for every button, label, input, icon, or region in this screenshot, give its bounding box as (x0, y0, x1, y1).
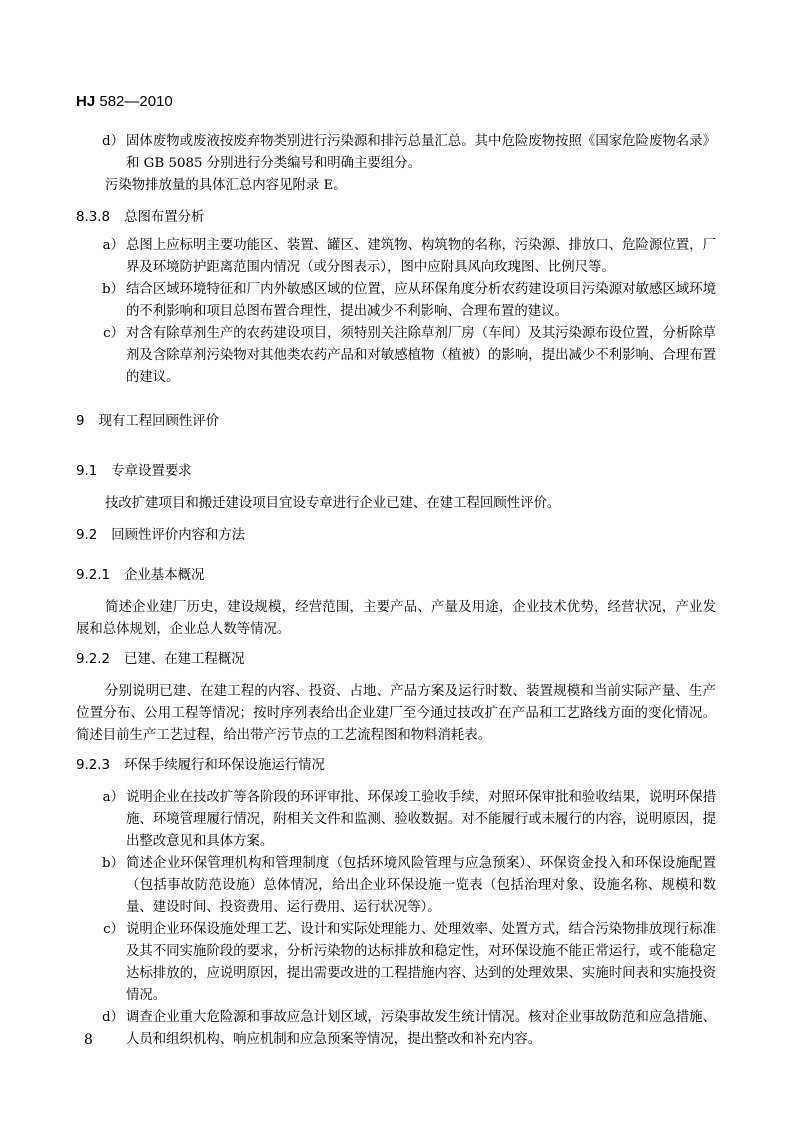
section-number: 9.2 (76, 528, 98, 543)
section-9-2-2-paragraph: 分别说明已建、在建工程的内容、投资、占地、产品方案及运行时数、装置规模和当前实际产量、生产位置分布、公用工程等情况；按时序列表给出企业建厂至今通过技改扩在产品和工艺路线方面的变化情况。简述目前生产工艺过程，给出带产污节点的工艺流程图和物料消耗表。 (76, 684, 716, 743)
list-item-text: 调查企业重大危险源和事故应急计划区域，污染事故发生统计情况。核对企业事故防范和应急措施、人员和组织机构、响应机制和应急预案等情况，提出整改和补充内容。 (126, 1010, 716, 1047)
list-item-label: a） (102, 238, 124, 253)
section-heading-8-3-8 (76, 207, 716, 229)
section-heading-9-1 (76, 461, 716, 483)
section-heading-9-2-2 (76, 649, 716, 671)
section-number: 9.2.1 (76, 568, 111, 583)
page-number: 8 (84, 1032, 93, 1048)
list-item (76, 919, 716, 1007)
section-number: 9.1 (76, 464, 98, 479)
standard-code-number: 582—2010 (99, 93, 173, 110)
section-9-1-paragraph: 技改扩建项目和搬迁建设项目宜设专章进行企业已建、在建工程回顾性评价。 (105, 496, 561, 511)
section-number: 9.2.2 (76, 652, 111, 667)
section-heading-9-2 (76, 525, 716, 547)
list-item-label: d） (102, 134, 124, 149)
list-item-label: c） (103, 326, 124, 341)
section-title: 环保手续履行和环保设施运行情况 (124, 758, 325, 773)
summary-paragraph: 污染物排放量的具体汇总内容见附录 E。 (105, 178, 347, 193)
list-item (76, 131, 716, 175)
section-9-2-3-list (76, 787, 716, 1051)
list-item-text: 总图上应标明主要功能区、装置、罐区、建筑物、构筑物的名称，污染源、排放口、危险源位置，厂界及环境防护距离范围内情况（或分图表示），图中应附具风向玫瑰图、比例尺等。 (126, 238, 716, 275)
list-item-label: b） (102, 282, 124, 297)
list-item (76, 787, 716, 853)
section-9-2-1-paragraph: 简述企业建厂历史，建设规模，经营范围，主要产品、产量及用途，企业技术优势，经营状况，产业发展和总体规划，企业总人数等情况。 (76, 600, 716, 637)
section-number: 8.3.8 (76, 210, 111, 225)
section-title: 回顾性评价内容和方法 (111, 528, 246, 543)
list-item-label: b） (102, 856, 124, 871)
standard-code-prefix: HJ (76, 93, 96, 110)
section-heading-9 (76, 411, 716, 433)
list-item (76, 279, 716, 323)
section-title: 已建、在建工程概况 (124, 652, 245, 667)
standard-code (76, 93, 173, 110)
list-item (76, 235, 716, 279)
section-title: 总图布置分析 (124, 210, 205, 225)
section-number: 9 (76, 414, 85, 429)
section-title: 专章设置要求 (111, 464, 192, 479)
list-item-text: 简述企业环保管理机构和管理制度（包括环境风险管理与应急预案）、环保资金投入和环保设施配置（包括事故防范设施）总体情况，给出企业环保设施一览表（包括治理对象、设施名称、规模和数量、建设时间、投资费用、运行费用、运行状况等）。 (126, 856, 716, 915)
list-item-text: 说明企业环保设施处理工艺、设计和实际处理能力、处理效率、处置方式，结合污染物排放现行标准及其不同实施阶段的要求，分析污染物的达标排放和稳定性，对环保设施不能正常运行，或不能稳定达标排放的，应说明原因，提出需要改进的工程措施内容、达到的处理效果、实施时间表和实施投资情况。 (126, 922, 716, 1003)
list-item (76, 853, 716, 919)
section-number: 9.2.3 (76, 758, 111, 773)
list-item-text: 说明企业在技改扩等各阶段的环评审批、环保竣工验收手续，对照环保审批和验收结果，说明环保措施、环境管理履行情况，附相关文件和监测、验收数据。对不能履行或未履行的内容，说明原因，提出整改意见和具体方案。 (126, 790, 716, 849)
list-item-text: 结合区域环境特征和厂内外敏感区域的位置，应从环保角度分析农药建设项目污染源对敏感区域环境的不利影响和项目总图布置合理性，提出减少不利影响、合理布置的建议。 (126, 282, 716, 319)
section-heading-9-2-1 (76, 565, 716, 587)
list-item-text: 对含有除草剂生产的农药建设项目，须特别关注除草剂厂房（车间）及其污染源布设位置，分析除草剂及含除草剂污染物对其他类农药产品和对敏感植物（植被）的影响，提出减少不利影响、合理布置的建议。 (126, 326, 716, 385)
list-item (76, 1007, 716, 1051)
list-item (76, 323, 716, 389)
section-title: 现有工程回顾性评价 (98, 414, 220, 429)
list-item-text: 固体废物或废液按废弃物类别进行污染源和排污总量汇总。其中危险废物按照《国家危险废物名录》和 GB 5085 分别进行分类编号和明确主要组分。 (126, 134, 716, 171)
section-8-3-8-list (76, 235, 716, 389)
list-item-label: d） (102, 1010, 124, 1025)
section-title: 企业基本概况 (124, 568, 205, 583)
list-item-label: c） (103, 922, 124, 937)
page-content (76, 131, 716, 1051)
list-item-label: a） (102, 790, 124, 805)
section-heading-9-2-3 (76, 755, 716, 777)
